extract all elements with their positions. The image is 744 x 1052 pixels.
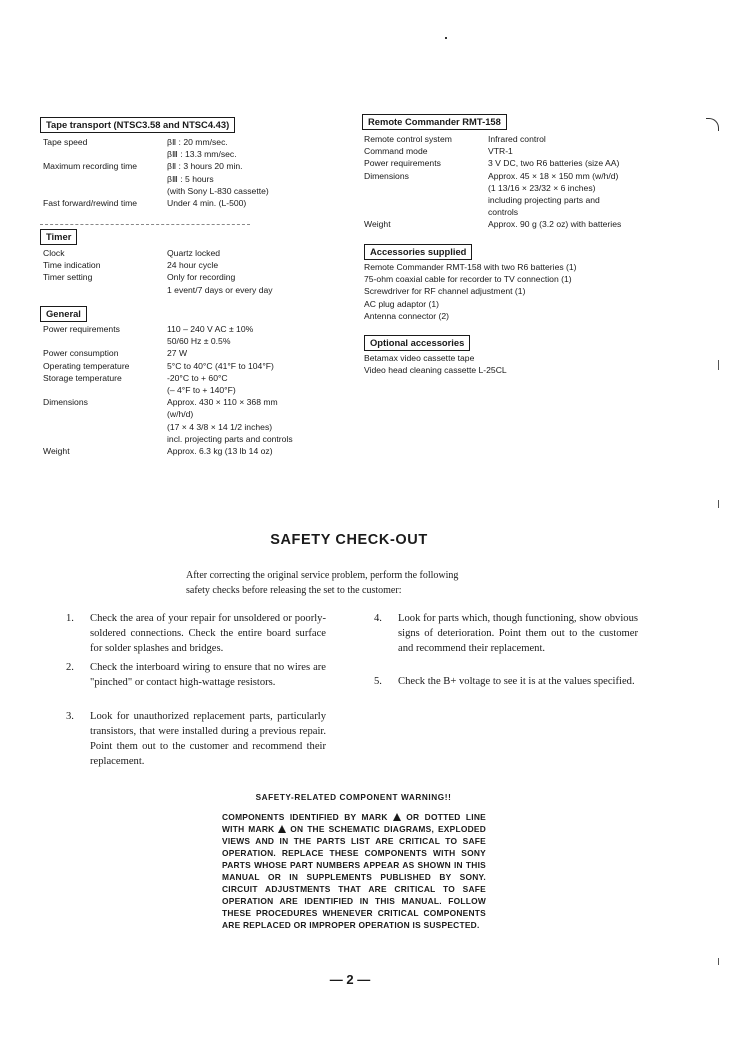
- spec-row: [43, 271, 343, 283]
- spec-value: (– 4°F to + 140°F): [167, 384, 236, 395]
- list-item: 75-ohm coaxial cable for recorder to TV connection (1): [364, 274, 572, 285]
- check-number: 5.: [374, 676, 382, 687]
- check-number: 1.: [66, 613, 74, 624]
- spec-row: [43, 185, 343, 197]
- spec-value: 27 W: [167, 348, 188, 359]
- safety-title: SAFETY CHECK-OUT: [270, 532, 428, 548]
- spec-label: Operating temperature: [43, 360, 130, 371]
- spec-value: βⅢ : 13.3 mm/sec.: [167, 149, 237, 160]
- scan-mark: [706, 118, 719, 131]
- optional-title: Optional accessories: [364, 335, 470, 351]
- check-text: Check the B+ voltage to see it is at the values specified.: [398, 676, 635, 687]
- spec-row: [43, 259, 343, 271]
- list-item: Remote Commander RMT-158 with two R6 batteries (1): [364, 262, 577, 272]
- spec-label: Dimensions: [43, 397, 88, 408]
- spec-label: Power consumption: [43, 348, 119, 359]
- spec-row: [43, 421, 343, 433]
- left-checks: [66, 611, 328, 771]
- spec-value: Approx. 430 × 110 × 368 mm: [167, 397, 278, 408]
- timer-header: [40, 227, 77, 245]
- spec-row: [43, 335, 343, 347]
- list-item: Screwdriver for RF channel adjustment (1): [364, 286, 526, 297]
- check-text: Check the interboard wiring to ensure that no wires are "pinched" or contact high-wattage resistors.: [90, 662, 326, 688]
- spec-row: [43, 408, 343, 420]
- tape-transport-title: Tape transport (NTSC3.58 and NTSC4.43): [40, 117, 235, 133]
- spec-value: 5°C to 40°C (41°F to 104°F): [167, 360, 274, 371]
- spec-row: [43, 433, 343, 445]
- check-text: Check the area of your repair for unsoldered or poorly-soldered connections. Check the entire board surface for solder splashes and bridges.: [90, 613, 326, 654]
- spec-value: βⅡ : 20 mm/sec.: [167, 137, 228, 147]
- general-specs: [43, 323, 343, 457]
- list-item: Video head cleaning cassette L-25CL: [364, 365, 507, 376]
- spec-row: [43, 173, 343, 185]
- spec-row: [43, 136, 343, 148]
- right-checks: [374, 611, 640, 721]
- warning-triangle-icon: [278, 825, 286, 833]
- spec-label: Maximum recording time: [43, 161, 138, 172]
- accessories-list: [364, 261, 694, 322]
- list-item: Betamax video cassette tape: [364, 353, 475, 363]
- spec-row: [364, 145, 694, 157]
- list-item: AC plug adaptor (1): [364, 298, 439, 309]
- spec-label: Remote control system: [364, 134, 452, 144]
- remote-specs: [364, 133, 694, 231]
- remote-header: [362, 112, 507, 130]
- timer-title: Timer: [40, 229, 77, 245]
- scan-mark: [718, 500, 719, 508]
- general-header: [40, 304, 87, 322]
- check-number: 2.: [66, 662, 74, 673]
- spec-row: [43, 247, 343, 259]
- general-title: General: [40, 306, 87, 322]
- spec-value: 1 event/7 days or every day: [167, 284, 273, 295]
- warning-triangle-icon: [393, 813, 401, 821]
- spec-row: [43, 360, 343, 372]
- spec-row: [364, 194, 694, 206]
- spec-label: Power requirements: [43, 324, 120, 334]
- spec-label: Fast forward/rewind time: [43, 197, 138, 208]
- safety-intro-line-1: After correcting the original service problem, perform the following: [186, 570, 459, 581]
- check-text: Look for unauthorized replacement parts, particularly transistors, that were installed during a previous repair. Point them out to the customer and recommend their replacement.: [90, 711, 326, 767]
- spec-label: Storage temperature: [43, 372, 122, 383]
- divider: [40, 224, 250, 225]
- check-text: Look for parts which, though functioning, show obvious signs of deterioration. Point them out to the customer and recommend their replacement.: [398, 613, 638, 654]
- warning-text: [222, 811, 486, 931]
- spec-value: -20°C to + 60°C: [167, 372, 228, 383]
- spec-value: Under 4 min. (L-500): [167, 197, 247, 208]
- spec-label: Clock: [43, 248, 65, 258]
- spec-value: controls: [488, 207, 519, 218]
- spec-label: Time indication: [43, 260, 101, 271]
- spec-row: [43, 197, 343, 209]
- spec-row: [43, 160, 343, 172]
- spec-row: [43, 323, 343, 335]
- spec-value: (17 × 4 3/8 × 14 1/2 inches): [167, 421, 273, 432]
- scan-mark: [718, 958, 719, 965]
- spec-value: 3 V DC, two R6 batteries (size AA): [488, 158, 620, 169]
- spec-row: [364, 170, 694, 182]
- optional-list: [364, 352, 694, 376]
- list-item: Antenna connector (2): [364, 310, 450, 321]
- spec-label: Weight: [364, 219, 391, 230]
- spec-row: [43, 347, 343, 359]
- spec-value: 50/60 Hz ± 0.5%: [167, 336, 231, 347]
- spec-value: incl. projecting parts and controls: [167, 433, 293, 444]
- spec-value: (w/h/d): [167, 409, 194, 420]
- spec-value: (1 13/16 × 23/32 × 6 inches): [488, 182, 596, 193]
- spec-label: Command mode: [364, 146, 428, 157]
- spec-value: 110 – 240 V AC ± 10%: [167, 324, 254, 334]
- spec-label: Weight: [43, 445, 70, 456]
- spec-row: [364, 206, 694, 218]
- tape-transport-header: [40, 115, 235, 133]
- warning-title: SAFETY-RELATED COMPONENT WARNING!!: [255, 793, 452, 802]
- spec-value: Quartz locked: [167, 248, 221, 258]
- spec-row: [364, 182, 694, 194]
- spec-row: [364, 133, 694, 145]
- remote-title: Remote Commander RMT-158: [362, 114, 507, 130]
- spec-label: Timer setting: [43, 272, 93, 283]
- spec-value: 24 hour cycle: [167, 260, 219, 271]
- spec-row: [43, 148, 343, 160]
- warning-text-part-2: OR DOTTED LINE WITH MARK: [222, 812, 486, 834]
- spec-value: Approx. 6.3 kg (13 lb 14 oz): [167, 445, 273, 456]
- spec-value: Only for recording: [167, 272, 236, 283]
- spec-value: (with Sony L-830 cassette): [167, 185, 269, 196]
- safety-intro-line-2: safety checks before releasing the set to the customer:: [186, 585, 402, 596]
- warning-text-part-1: COMPONENTS IDENTIFIED BY MARK: [222, 812, 388, 822]
- spec-row: [43, 384, 343, 396]
- page-number: — 2 —: [329, 972, 371, 987]
- spec-value: βⅢ : 5 hours: [167, 173, 214, 184]
- spec-row: [364, 218, 694, 230]
- optional-header: [364, 333, 470, 351]
- accessories-title: Accessories supplied: [364, 244, 472, 260]
- timer-specs: [43, 247, 343, 296]
- warning-text-part-3: ON THE SCHEMATIC DIAGRAMS, EXPLODED VIEWS AND IN THE PARTS LIST ARE CRITICAL TO SAFE OPERATION. REPLACE THESE COMPONENTS WITH SONY PARTS WHOSE PART NUMBERS APPEAR AS SHOWN IN THIS MANUAL OR IN SUPPLEMENTS PUBLISHED BY SONY. CIRCUIT ADJUSTMENTS THAT ARE CRITICAL TO SAFE OPERATION ARE IDENTIFIED IN THIS MANUAL. FOLLOW THESE PROCEDURES WHENEVER CRITICAL COMPONENTS ARE REPLACED OR IMPROPER OPERATION IS SUSPECTED.: [222, 824, 487, 930]
- spec-label: Tape speed: [43, 137, 88, 147]
- spec-value: VTR-1: [488, 146, 513, 157]
- spec-label: Power requirements: [364, 158, 441, 169]
- safety-intro: [186, 568, 566, 598]
- spec-row: [364, 157, 694, 169]
- spec-value: βⅡ : 3 hours 20 min.: [167, 161, 243, 172]
- spec-label: Dimensions: [364, 170, 409, 181]
- spec-value: Approx. 45 × 18 × 150 mm (w/h/d): [488, 170, 619, 181]
- spec-value: Infrared control: [488, 134, 546, 144]
- spec-row: [43, 372, 343, 384]
- spec-row: [43, 396, 343, 408]
- check-number: 4.: [374, 613, 382, 624]
- scan-mark: [718, 360, 719, 370]
- check-number: 3.: [66, 711, 74, 722]
- scan-speck: [445, 37, 447, 39]
- spec-value: including projecting parts and: [488, 194, 600, 205]
- spec-row: [43, 445, 343, 457]
- accessories-header: [364, 242, 472, 260]
- spec-value: Approx. 90 g (3.2 oz) with batteries: [488, 219, 622, 230]
- tape-transport-specs: [43, 136, 343, 209]
- spec-row: [43, 284, 343, 296]
